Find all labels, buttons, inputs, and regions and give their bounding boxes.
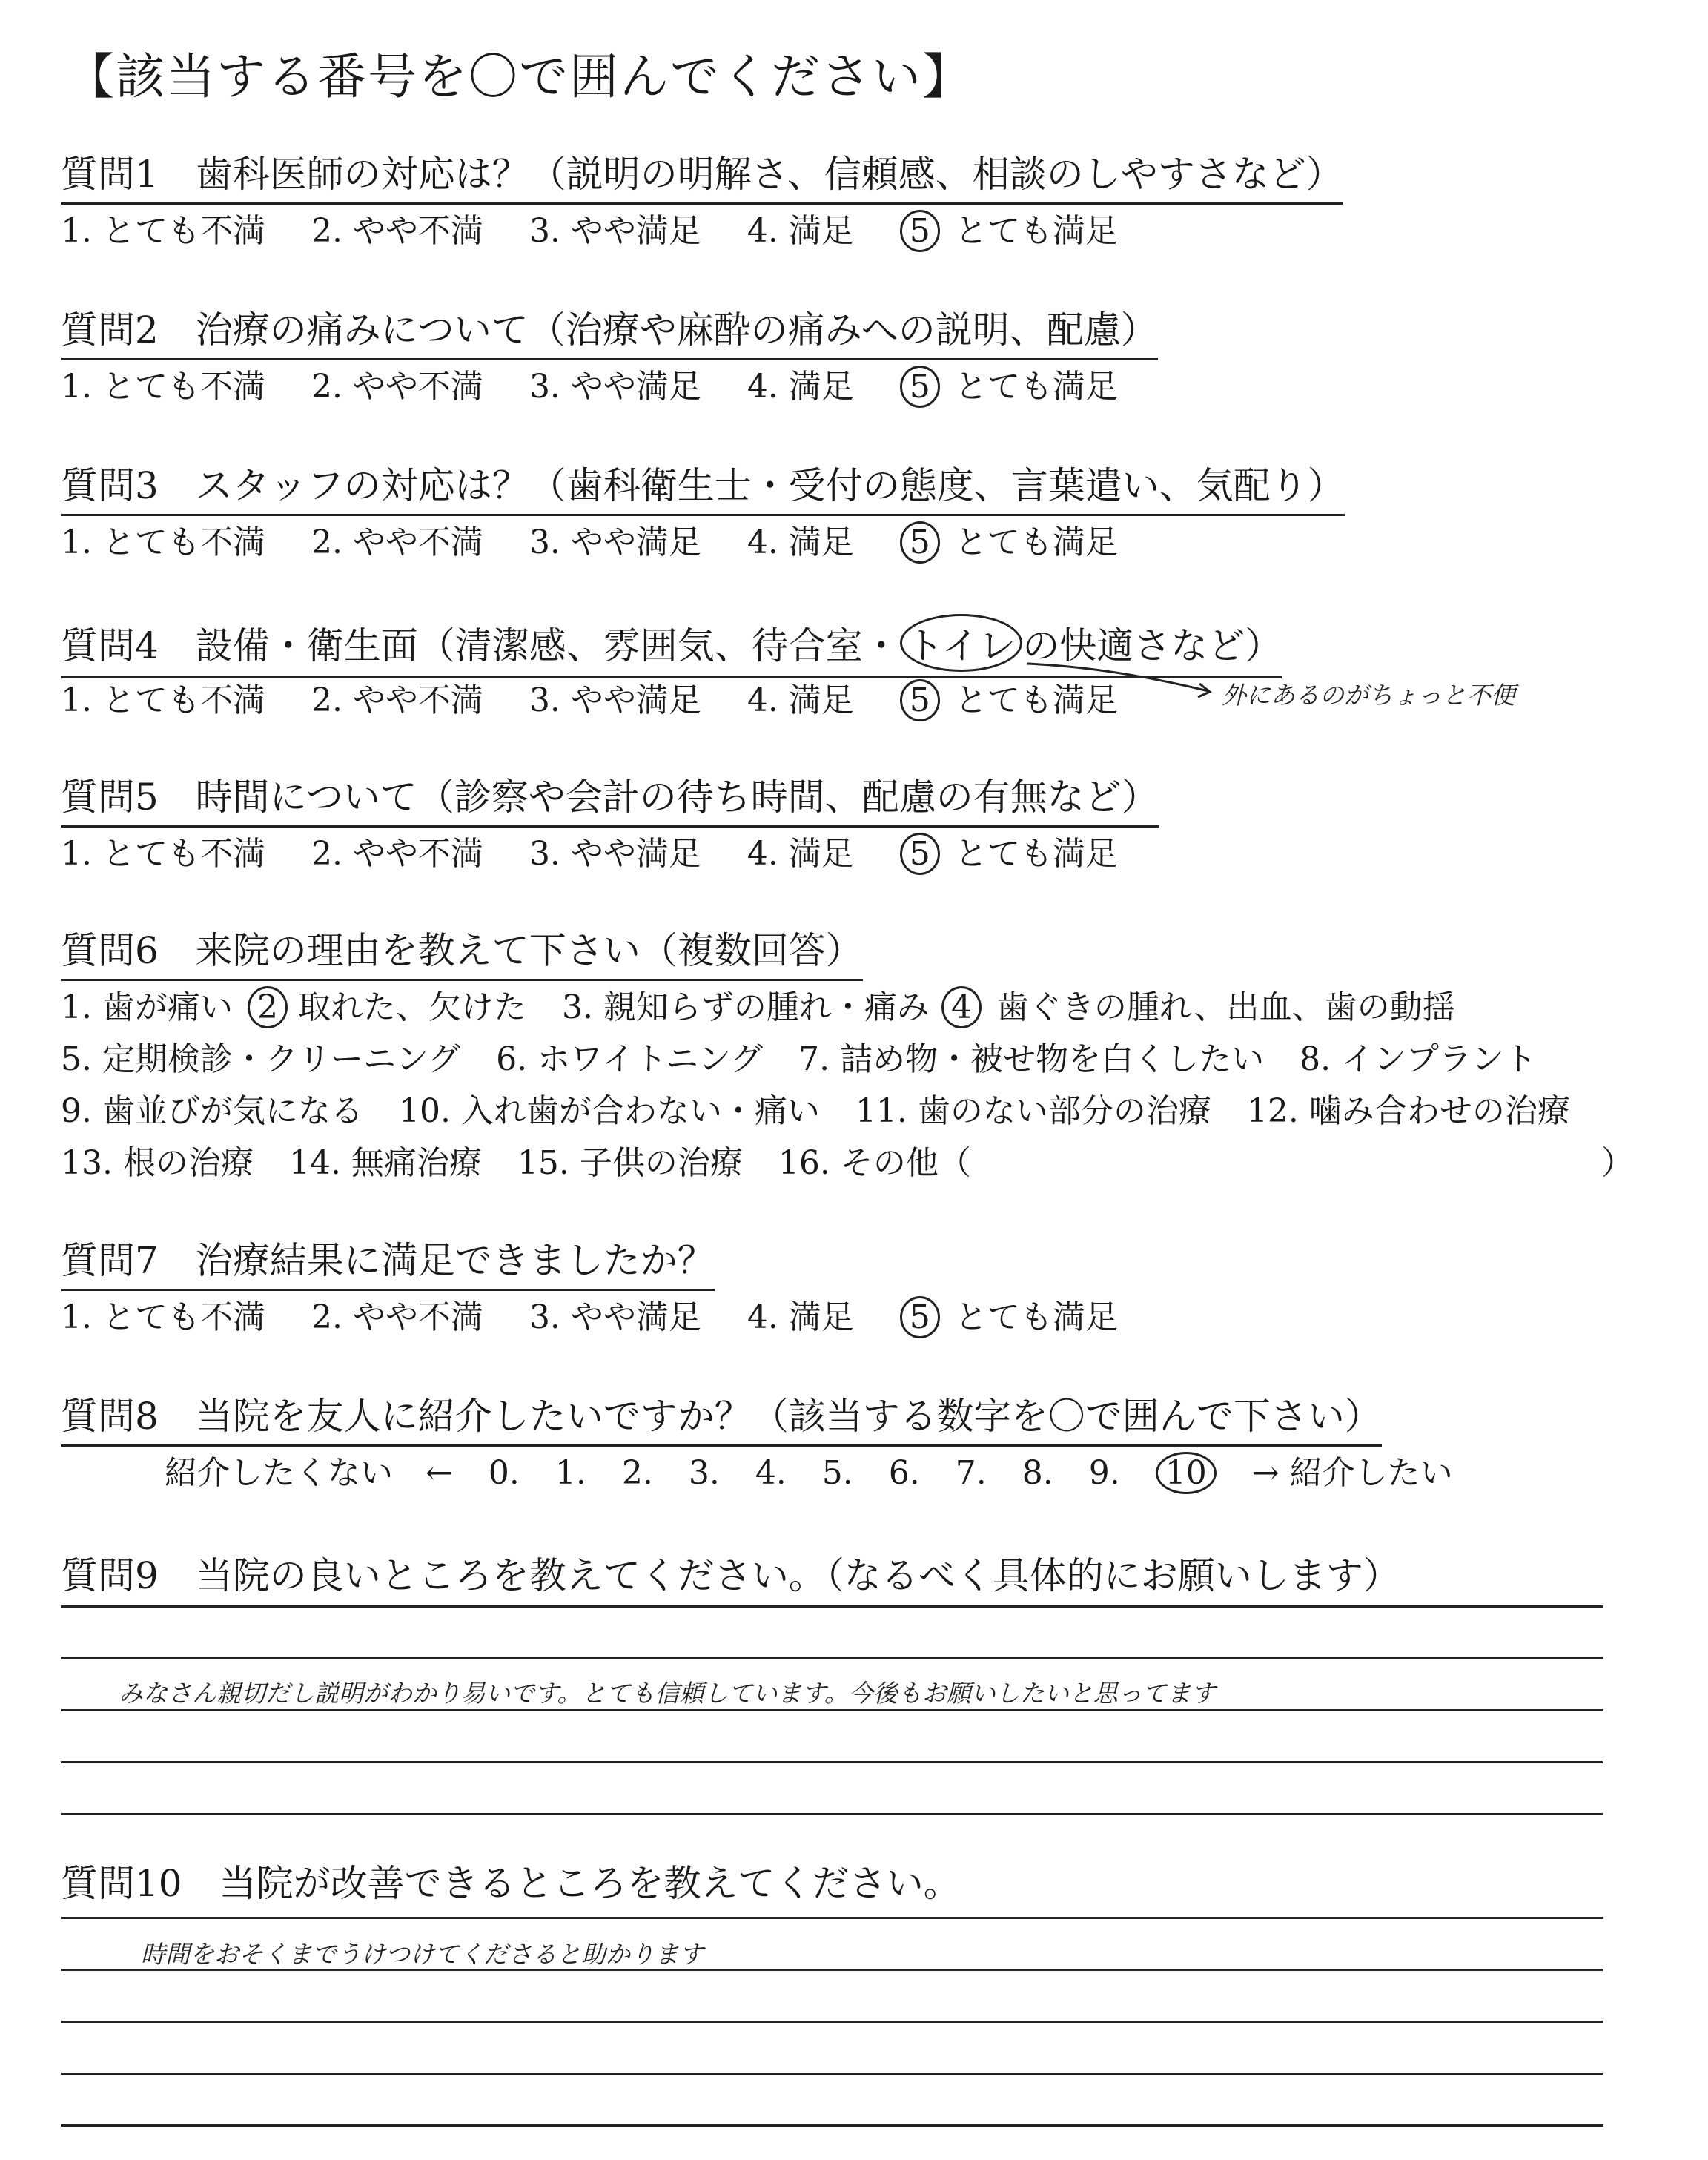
- option-5-label: とても満足: [954, 212, 1118, 250]
- reason-12[interactable]: 12. 噛み合わせの治療: [1246, 1092, 1570, 1130]
- scale-2[interactable]: 2.: [621, 1454, 653, 1492]
- q9-line-3: [61, 1709, 1603, 1711]
- q6-row-4: [61, 1136, 971, 1183]
- q9-heading: 質問9 当院の良いところを教えてください。（なるべく具体的にお願いします）: [61, 1554, 1400, 1597]
- option-5-label: とても満足: [954, 835, 1118, 873]
- scale-left-label: 紹介したくない ←: [165, 1454, 453, 1492]
- q10-line-1: [61, 1917, 1603, 1919]
- q1-heading: 質問1 歯科医師の対応は？（説明の明解さ、信頼感、相談のしやすさなど）: [61, 145, 1343, 205]
- reason-15[interactable]: 15. 子供の治療: [517, 1144, 743, 1182]
- option-1[interactable]: 1. とても不満: [61, 1298, 265, 1336]
- q4-heading-after: の快適さなど）: [1022, 624, 1282, 667]
- scale-8[interactable]: 8.: [1022, 1454, 1053, 1492]
- option-5-circled[interactable]: 5: [900, 521, 940, 564]
- q10-line-3: [61, 2021, 1603, 2023]
- scale-1[interactable]: 1.: [555, 1454, 586, 1492]
- reason-3[interactable]: 3. 親知らずの腫れ・痛み: [561, 988, 930, 1026]
- option-3[interactable]: 3. やや満足: [529, 1298, 701, 1336]
- option-4[interactable]: 4. 満足: [747, 212, 854, 250]
- q1-options: [61, 204, 1118, 252]
- option-1[interactable]: 1. とても不満: [61, 212, 265, 250]
- option-2[interactable]: 2. やや不満: [311, 368, 483, 406]
- option-5-label: とても満足: [954, 1298, 1118, 1336]
- q6-row-3: [61, 1084, 1570, 1132]
- scale-0[interactable]: 0.: [488, 1454, 520, 1492]
- option-4[interactable]: 4. 満足: [747, 368, 854, 406]
- q5-options: [61, 827, 1118, 875]
- scale-5[interactable]: 5.: [821, 1454, 853, 1492]
- reason-4-label: 歯ぐきの腫れ、出血、歯の動揺: [996, 988, 1455, 1026]
- q4-options: [61, 673, 1118, 721]
- q6-row-1: [61, 980, 1455, 1028]
- reason-10[interactable]: 10. 入れ歯が合わない・痛い: [398, 1092, 820, 1130]
- option-3[interactable]: 3. やや満足: [529, 681, 701, 719]
- annotation-arrow: [1023, 660, 1216, 704]
- q8-heading: 質問8 当院を友人に紹介したいですか？（該当する数字を〇で囲んで下さい）: [61, 1387, 1382, 1447]
- option-4[interactable]: 4. 満足: [747, 524, 854, 561]
- q2-options: [61, 360, 1118, 408]
- q4-heading-circled: トイレ: [900, 614, 1023, 672]
- option-1[interactable]: 1. とても不満: [61, 681, 265, 719]
- q4-handwritten-note: 外にあるのがちょっと不便: [1222, 681, 1515, 710]
- reason-16[interactable]: 16. その他（: [778, 1144, 971, 1182]
- option-1[interactable]: 1. とても不満: [61, 368, 265, 406]
- scale-right-label: → 紹介したい: [1251, 1454, 1453, 1492]
- option-3[interactable]: 3. やや満足: [529, 212, 701, 250]
- option-2[interactable]: 2. やや不満: [311, 524, 483, 561]
- scale-9[interactable]: 9.: [1088, 1454, 1120, 1492]
- q9-line-5: [61, 1813, 1603, 1815]
- q8-scale: [165, 1446, 1453, 1494]
- option-5-circled[interactable]: 5: [900, 366, 940, 408]
- option-3[interactable]: 3. やや満足: [529, 835, 701, 873]
- option-3[interactable]: 3. やや満足: [529, 524, 701, 561]
- option-2[interactable]: 2. やや不満: [311, 681, 483, 719]
- reason-14[interactable]: 14. 無痛治療: [288, 1144, 482, 1182]
- option-1[interactable]: 1. とても不満: [61, 524, 265, 561]
- option-2[interactable]: 2. やや不満: [311, 835, 483, 873]
- option-5-label: とても満足: [954, 524, 1118, 561]
- q9-line-2: [61, 1657, 1603, 1659]
- q6-heading: 質問6 来院の理由を教えて下さい（複数回答）: [61, 921, 863, 981]
- q6-other-close-paren: ）: [1601, 1144, 1634, 1182]
- reason-9[interactable]: 9. 歯並びが気になる: [61, 1092, 363, 1130]
- q3-heading: 質問3 スタッフの対応は？（歯科衛生士・受付の態度、言葉遣い、気配り）: [61, 456, 1345, 516]
- reason-5[interactable]: 5. 定期検診・クリーニング: [61, 1040, 461, 1078]
- option-4[interactable]: 4. 満足: [747, 1298, 854, 1336]
- q3-options: [61, 515, 1118, 564]
- q10-line-2: [61, 1969, 1603, 1971]
- option-5-circled[interactable]: 5: [900, 1296, 940, 1338]
- reason-13[interactable]: 13. 根の治療: [61, 1144, 254, 1182]
- q5-heading: 質問5 時間について（診察や会計の待ち時間、配慮の有無など）: [61, 767, 1159, 828]
- reason-4-circled[interactable]: 4: [941, 986, 982, 1028]
- option-5-label: とても満足: [954, 368, 1118, 406]
- option-2[interactable]: 2. やや不満: [311, 1298, 483, 1336]
- page-title: 【該当する番号を〇で囲んでください】: [65, 48, 973, 105]
- q9-answer[interactable]: みなさん親切だし説明がわかり易いです。とても信頼しています。今後もお願いしたいと思ってます: [119, 1679, 1216, 1708]
- option-1[interactable]: 1. とても不満: [61, 835, 265, 873]
- q4-heading-before: 質問4 設備・衛生面（清潔感、雰囲気、待合室・: [61, 624, 900, 667]
- reason-6[interactable]: 6. ホワイトニング: [496, 1040, 764, 1078]
- q6-row-2: [61, 1032, 1537, 1080]
- option-2[interactable]: 2. やや不満: [311, 212, 483, 250]
- scale-3[interactable]: 3.: [688, 1454, 720, 1492]
- option-5-circled[interactable]: 5: [900, 210, 940, 252]
- reason-1[interactable]: 1. 歯が痛い: [61, 988, 233, 1026]
- option-5-circled[interactable]: 5: [900, 679, 940, 721]
- q7-options: [61, 1290, 1118, 1338]
- option-4[interactable]: 4. 満足: [747, 835, 854, 873]
- q7-heading: 質問7 治療結果に満足できましたか？: [61, 1231, 715, 1291]
- q10-line-4: [61, 2073, 1603, 2075]
- option-4[interactable]: 4. 満足: [747, 681, 854, 719]
- q2-heading: 質問2 治療の痛みについて（治療や麻酔の痛みへの説明、配慮）: [61, 300, 1158, 360]
- reason-7[interactable]: 7. 詰め物・被せ物を白くしたい: [798, 1040, 1265, 1078]
- q9-line-1: [61, 1605, 1603, 1608]
- q10-line-5: [61, 2124, 1603, 2127]
- q9-line-4: [61, 1761, 1603, 1763]
- reason-2-label: 取れた、欠けた: [297, 988, 526, 1026]
- scale-4[interactable]: 4.: [755, 1454, 787, 1492]
- reason-2-circled[interactable]: 2: [248, 986, 288, 1028]
- option-3[interactable]: 3. やや満足: [529, 368, 701, 406]
- q10-answer[interactable]: 時間をおそくまでうけつけてくださると助かります: [141, 1940, 704, 1969]
- scale-7[interactable]: 7.: [955, 1454, 987, 1492]
- q10-heading: 質問10 当院が改善できるところを教えてください。: [61, 1862, 961, 1905]
- reason-11[interactable]: 11. 歯のない部分の治療: [855, 1092, 1211, 1130]
- option-5-label: とても満足: [954, 681, 1118, 719]
- scale-10-circled[interactable]: 10: [1156, 1452, 1217, 1494]
- reason-8[interactable]: 8. インプラント: [1300, 1040, 1537, 1078]
- option-5-circled[interactable]: 5: [900, 833, 940, 875]
- scale-6[interactable]: 6.: [888, 1454, 920, 1492]
